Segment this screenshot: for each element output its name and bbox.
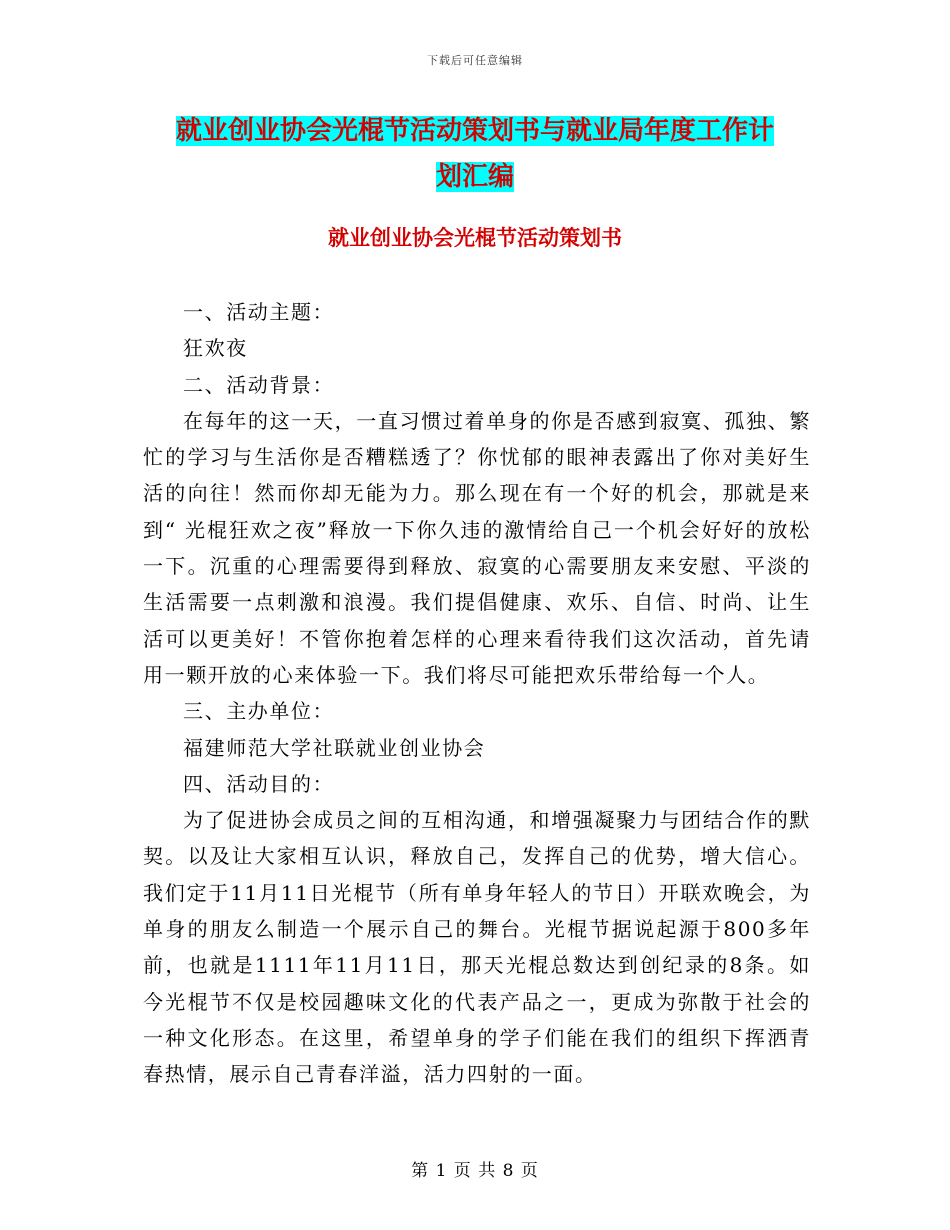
page-number: 第 1 页 共 8 页 — [411, 1161, 539, 1181]
document-title — [0, 108, 950, 200]
heading-background: 二、活动背景： — [183, 372, 335, 397]
header-note: 下载后可任意编辑 — [427, 54, 523, 67]
organizer-text: 福建师范大学社联就业创业协会 — [183, 735, 486, 760]
heading-purpose: 四、活动目的： — [183, 771, 335, 796]
theme-text: 狂欢夜 — [183, 336, 248, 361]
section-title: 就业创业协会光棍节活动策划书 — [328, 225, 622, 250]
document-body — [143, 294, 811, 1093]
document-title-line2: 划汇编 — [435, 162, 514, 192]
background-paragraph: 在每年的这一天，一直习惯过着单身的你是否感到寂寞、孤独、繁忙的学习与生活你是否糟糕透了？你忧郁的眼神表露出了你对美好生活的向往！然而你却无能为力。那么现在有一个好的机会，那就是来到“ 光棍狂欢之夜”释放一下你久违的激情给自己一个机会好好的放松一下。沉重的心理需要得到释放、寂寞的心需要朋友来安慰、平淡的生活需要一点刺激和浪漫。我们提倡健康、欢乐、自信、时尚、让生活可以更美好！不管你抱着怎样的心理来看待我们这次活动，首先请用一颗开放的心来体验一下。我们将尽可能把欢乐带给每一个人。 — [143, 408, 811, 687]
heading-organizer: 三、主办单位： — [183, 699, 335, 724]
purpose-paragraph: 为了促进协会成员之间的互相沟通，和增强凝聚力与团结合作的默契。以及让大家相互认识，释放自己，发挥自己的优势，增大信心。我们定于11月11日光棍节（所有单身年轻人的节日）开联欢晚会，为单身的朋友么制造一个展示自己的舞台。光棍节据说起源于800多年前，也就是1111年11月11日，那天光棍总数达到创纪录的8条。如今光棍节不仅是校园趣味文化的代表产品之一，更成为弥散于社会的一种文化形态。在这里，希望单身的学子们能在我们的组织下挥洒青春热情，展示自己青春洋溢，活力四射的一面。 — [143, 808, 811, 1087]
document-title-line1: 就业创业协会光棍节活动策划书与就业局年度工作计 — [175, 116, 774, 146]
heading-theme: 一、活动主题： — [183, 300, 335, 324]
